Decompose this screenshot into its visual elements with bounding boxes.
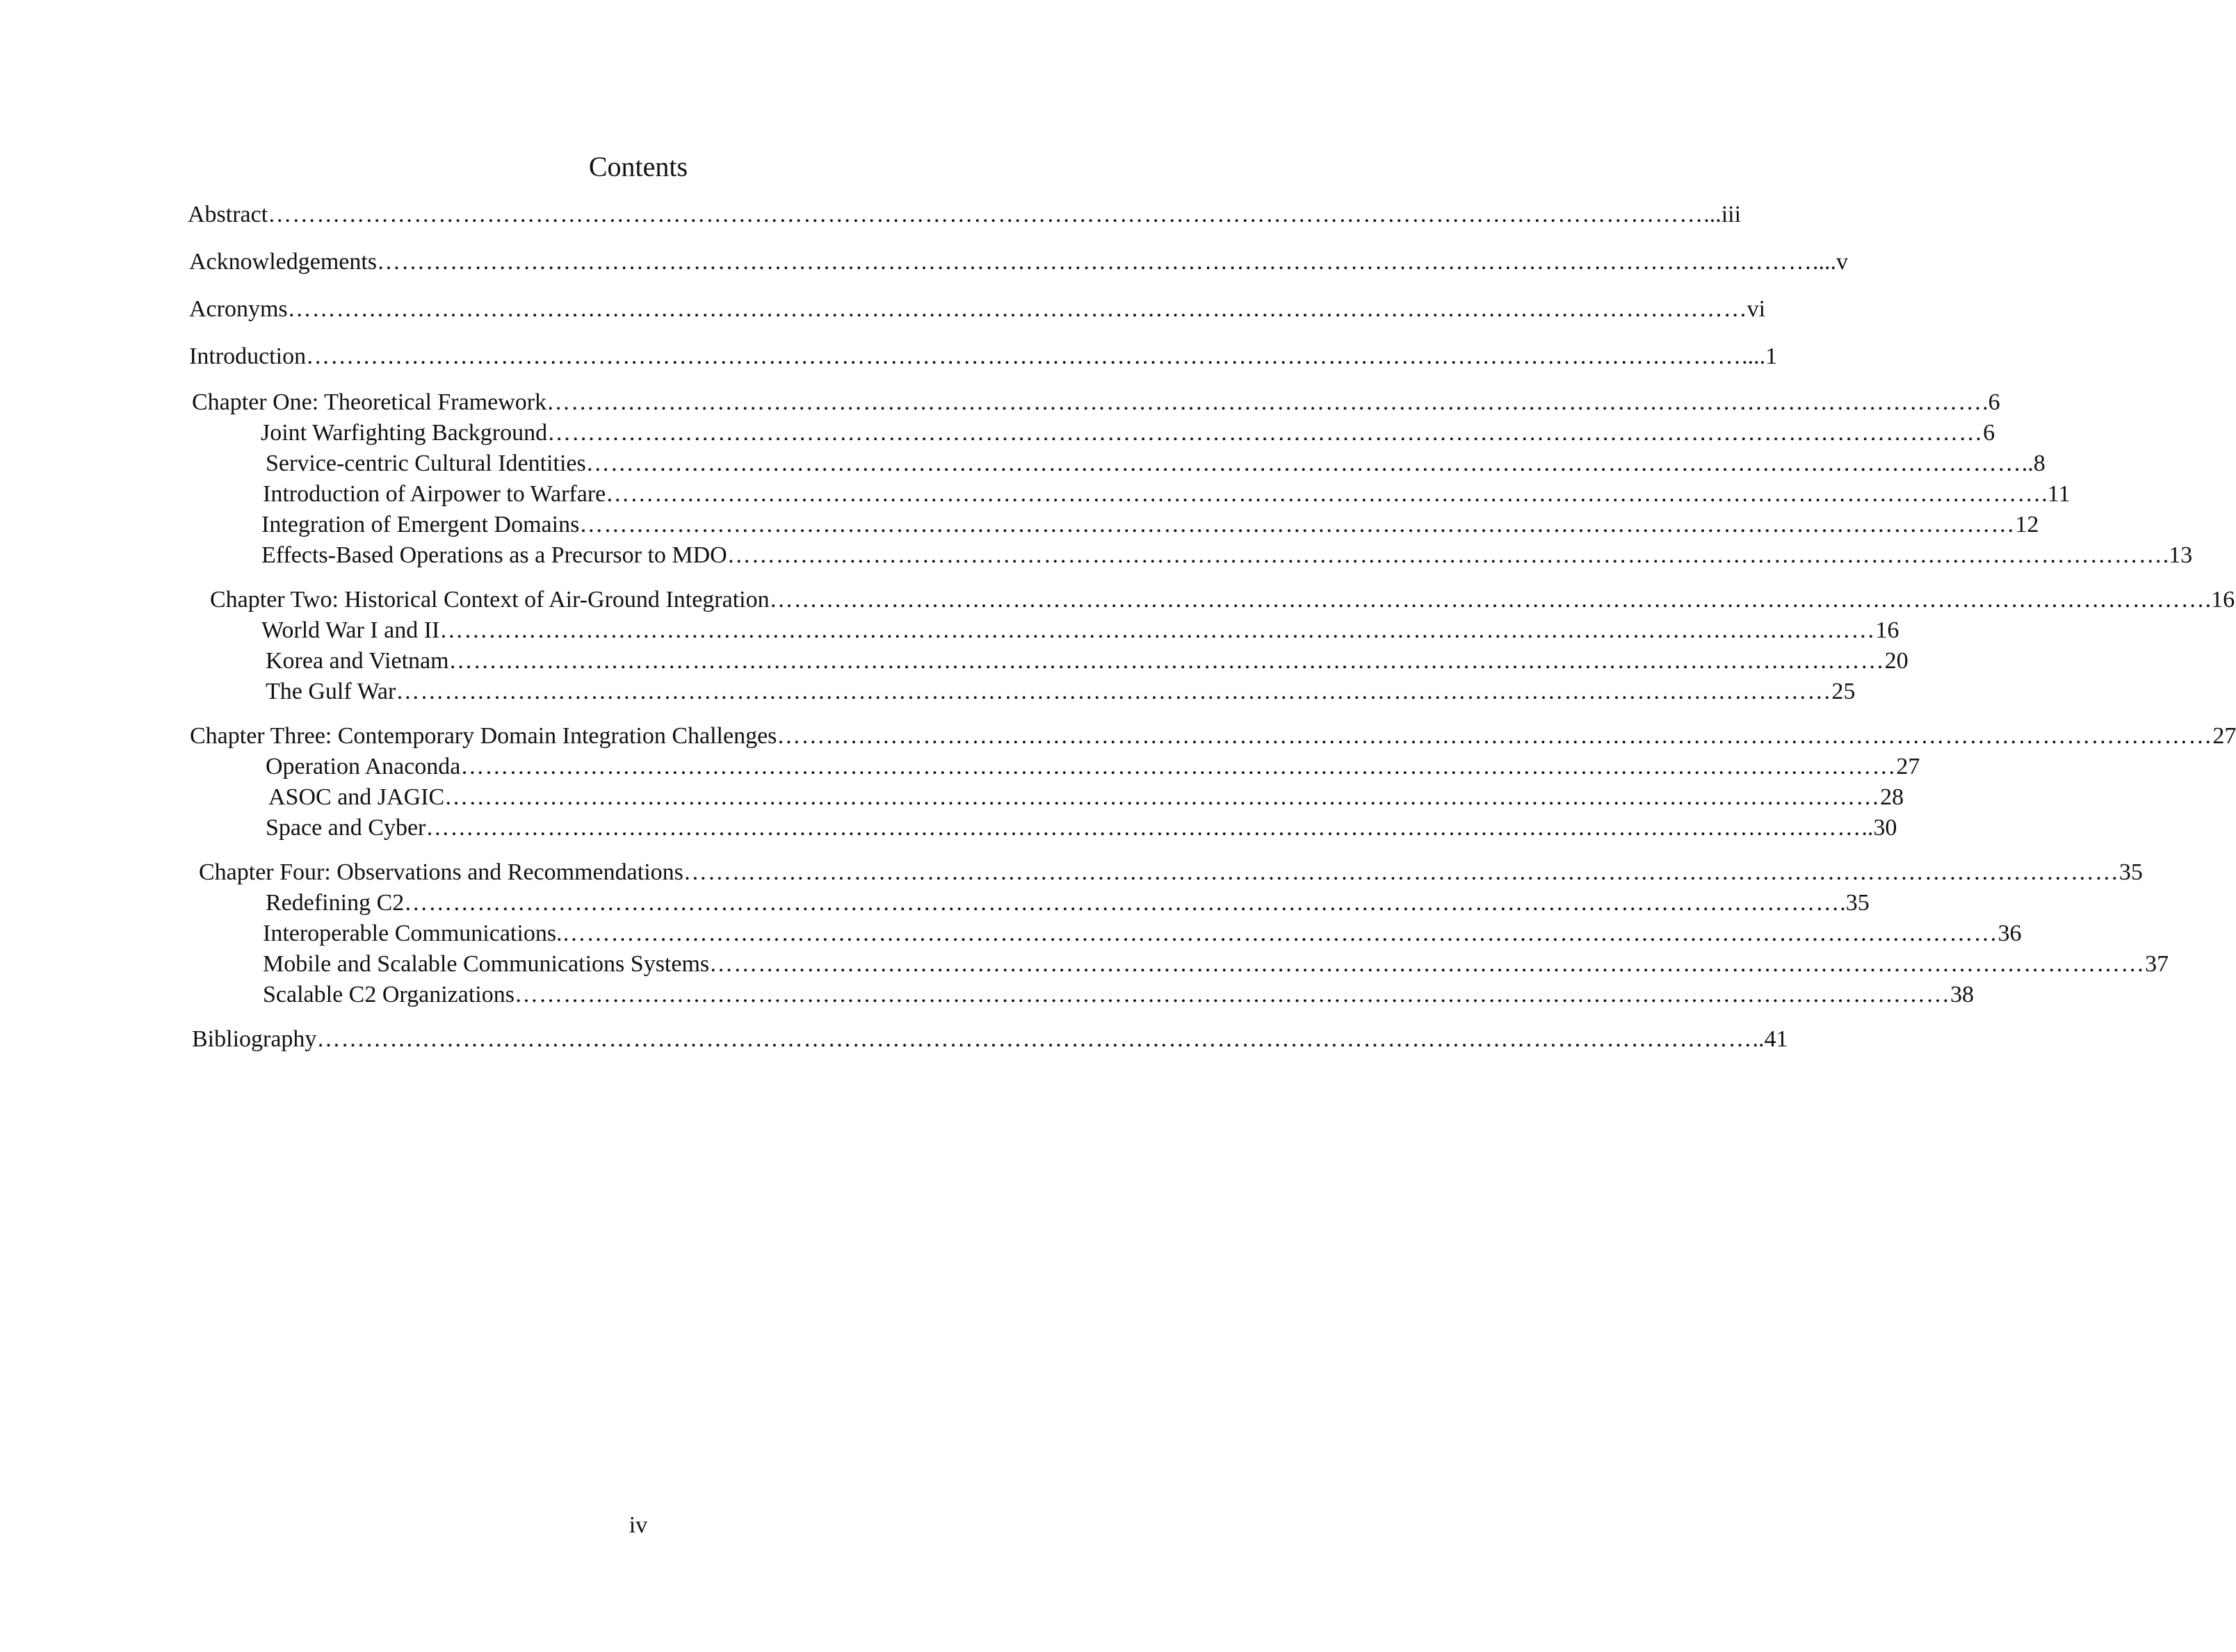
toc-entry-page: .13 bbox=[2162, 542, 2193, 568]
toc-entry-acknowledgements bbox=[188, 245, 1849, 279]
toc-entry-label: Service-centric Cultural Identities bbox=[266, 451, 586, 476]
toc-entry-page: ....1 bbox=[1742, 343, 1778, 369]
leader-dots: …………………………………………………………………………………………………………………………………………………………… bbox=[439, 617, 1876, 643]
toc-section-entry bbox=[188, 888, 1870, 918]
toc-entry-page: 16 bbox=[1875, 617, 1899, 643]
toc-entry-label: Operation Anaconda bbox=[266, 754, 461, 779]
toc-section-entry bbox=[188, 782, 1904, 813]
toc-entry-label: World War I and II bbox=[261, 617, 440, 643]
toc-section-entry bbox=[188, 615, 1899, 646]
leader-dots: …………………………………………………………………………………………………………………………………………………………… bbox=[426, 815, 1862, 841]
page-number: iv bbox=[629, 1512, 648, 1538]
toc-entry-bibliography bbox=[188, 1024, 1788, 1055]
toc-entry-label: Scalable C2 Organizations bbox=[263, 982, 515, 1007]
toc-entry-label: Joint Warfighting Background bbox=[261, 420, 548, 446]
toc-entry-page: ....v bbox=[1813, 249, 1849, 275]
leader-dots: …………………………………………………………………………………………………………………………………………………………… bbox=[546, 389, 1983, 415]
toc-entry-page: .16 bbox=[2205, 587, 2235, 613]
table-of-contents bbox=[188, 198, 2236, 1055]
leader-dots: …………………………………………………………………………………………………………………………………………………………… bbox=[585, 451, 2022, 476]
toc-section-entry bbox=[188, 510, 2039, 540]
toc-entry-label: Chapter Four: Observations and Recommendations bbox=[199, 859, 683, 885]
toc-entry-page: ..8 bbox=[2021, 451, 2045, 476]
leader-dots: …………………………………………………………………………………………………………………………………………………………… bbox=[306, 343, 1742, 369]
toc-entry-label: Acknowledgements bbox=[189, 249, 378, 275]
toc-entry-label: Introduction of Airpower to Warfare bbox=[263, 481, 606, 507]
toc-entry-page: 25 bbox=[1831, 679, 1856, 704]
leader-dots: …………………………………………………………………………………………………………………………………………………………… bbox=[579, 512, 2016, 537]
toc-section-entry bbox=[188, 677, 1856, 707]
leader-dots: …………………………………………………………………………………………………………………………………………………………… bbox=[448, 648, 1885, 674]
page-title: Contents bbox=[588, 151, 688, 182]
toc-chapter-three bbox=[188, 721, 2236, 752]
toc-chapter-one bbox=[188, 387, 2000, 418]
leader-dots: …………………………………………………………………………………………………………………………………………………………… bbox=[514, 982, 1950, 1007]
toc-entry-label: Interoperable Communications. bbox=[263, 921, 562, 946]
toc-section-entry bbox=[188, 646, 1909, 677]
toc-section-entry bbox=[188, 540, 2193, 571]
leader-dots: …………………………………………………………………………………………………………………………………………………………… bbox=[727, 542, 2163, 568]
leader-dots: …………………………………………………………………………………………………………………………………………………………… bbox=[396, 679, 1832, 704]
leader-dots: …………………………………………………………………………………………………………………………………………………………… bbox=[316, 1026, 1753, 1052]
toc-entry-page: 38 bbox=[1950, 982, 1974, 1007]
toc-entry-label: The Gulf War bbox=[266, 679, 396, 704]
toc-entry-page: 6 bbox=[1983, 420, 1995, 446]
leader-dots: …………………………………………………………………………………………………………………………………………………………… bbox=[769, 587, 2205, 613]
toc-section-entry bbox=[188, 479, 2071, 510]
toc-entry-label: ASOC and JAGIC bbox=[268, 784, 445, 810]
toc-entry-page: 27 bbox=[1896, 754, 1920, 779]
toc-section-entry bbox=[188, 918, 2022, 949]
toc-entry-page: ..30 bbox=[1861, 815, 1897, 841]
toc-section-entry bbox=[188, 980, 1974, 1010]
toc-entry-acronyms bbox=[188, 293, 1766, 326]
toc-section-entry bbox=[188, 418, 1995, 448]
toc-entry-label: Introduction bbox=[189, 343, 307, 369]
leader-dots: …………………………………………………………………………………………………………………………………………………………… bbox=[268, 202, 1704, 227]
leader-dots: …………………………………………………………………………………………………………………………………………………………… bbox=[404, 890, 1840, 916]
toc-entry-page: ..41 bbox=[1752, 1026, 1788, 1052]
toc-entry-label: Redefining C2 bbox=[266, 890, 405, 916]
leader-dots: …………………………………………………………………………………………………………………………………………………………… bbox=[709, 951, 2146, 977]
toc-entry-page: 36 bbox=[1998, 921, 2022, 946]
toc-entry-label: Mobile and Scalable Communications Systems bbox=[263, 951, 710, 977]
toc-chapter-four bbox=[188, 857, 2143, 888]
toc-entry-page: ...iii bbox=[1703, 202, 1742, 227]
toc-entry-label: Space and Cyber bbox=[266, 815, 426, 841]
toc-entry-label: Chapter One: Theoretical Framework bbox=[192, 389, 547, 415]
toc-entry-label: Bibliography bbox=[192, 1026, 317, 1052]
toc-entry-label: Integration of Emergent Domains bbox=[261, 512, 580, 537]
toc-chapter-two bbox=[188, 585, 2235, 615]
toc-entry-label: Effects-Based Operations as a Precursor to MDO bbox=[261, 542, 727, 568]
toc-entry-page: .35 bbox=[1840, 890, 1870, 916]
toc-entry-page: 12 bbox=[2015, 512, 2039, 537]
leader-dots: …………………………………………………………………………………………………………………………………………………………… bbox=[606, 481, 2042, 507]
toc-entry-abstract bbox=[188, 198, 1742, 232]
toc-entry-page: 37 bbox=[2145, 951, 2169, 977]
leader-dots: …………………………………………………………………………………………………………………………………………………………… bbox=[777, 723, 2213, 749]
toc-section-entry bbox=[188, 813, 1897, 843]
toc-entry-label: Chapter Two: Historical Context of Air-Ground Integration bbox=[210, 587, 770, 613]
toc-entry-page: 27 bbox=[2212, 723, 2236, 749]
leader-dots: …………………………………………………………………………………………………………………………………………………………… bbox=[683, 859, 2119, 885]
toc-entry-label: Acronyms bbox=[189, 296, 288, 322]
toc-entry-page: .11 bbox=[2041, 481, 2071, 507]
leader-dots: …………………………………………………………………………………………………………………………………………………………… bbox=[562, 921, 1998, 946]
toc-section-entry bbox=[188, 448, 2045, 479]
toc-section-entry bbox=[188, 752, 1920, 782]
leader-dots: …………………………………………………………………………………………………………………………………………………………… bbox=[547, 420, 1984, 446]
toc-entry-label: Abstract bbox=[188, 202, 268, 227]
toc-entry-page: .6 bbox=[1982, 389, 2000, 415]
leader-dots: …………………………………………………………………………………………………………………………………………………………… bbox=[377, 249, 1813, 275]
toc-entry-page: …vi bbox=[1723, 296, 1766, 322]
toc-entry-label: Chapter Three: Contemporary Domain Integration Challenges bbox=[190, 723, 777, 749]
toc-entry-label: Korea and Vietnam bbox=[266, 648, 449, 674]
leader-dots: …………………………………………………………………………………………………………………………………………………………… bbox=[287, 296, 1724, 322]
toc-entry-page: 20 bbox=[1884, 648, 1909, 674]
toc-section-entry bbox=[188, 949, 2169, 980]
leader-dots: …………………………………………………………………………………………………………………………………………………………… bbox=[460, 754, 1897, 779]
leader-dots: …………………………………………………………………………………………………………………………………………………………… bbox=[444, 784, 1881, 810]
toc-entry-page: 28 bbox=[1880, 784, 1904, 810]
toc-entry-page: 35 bbox=[2118, 859, 2143, 885]
toc-entry-introduction bbox=[188, 340, 1778, 373]
